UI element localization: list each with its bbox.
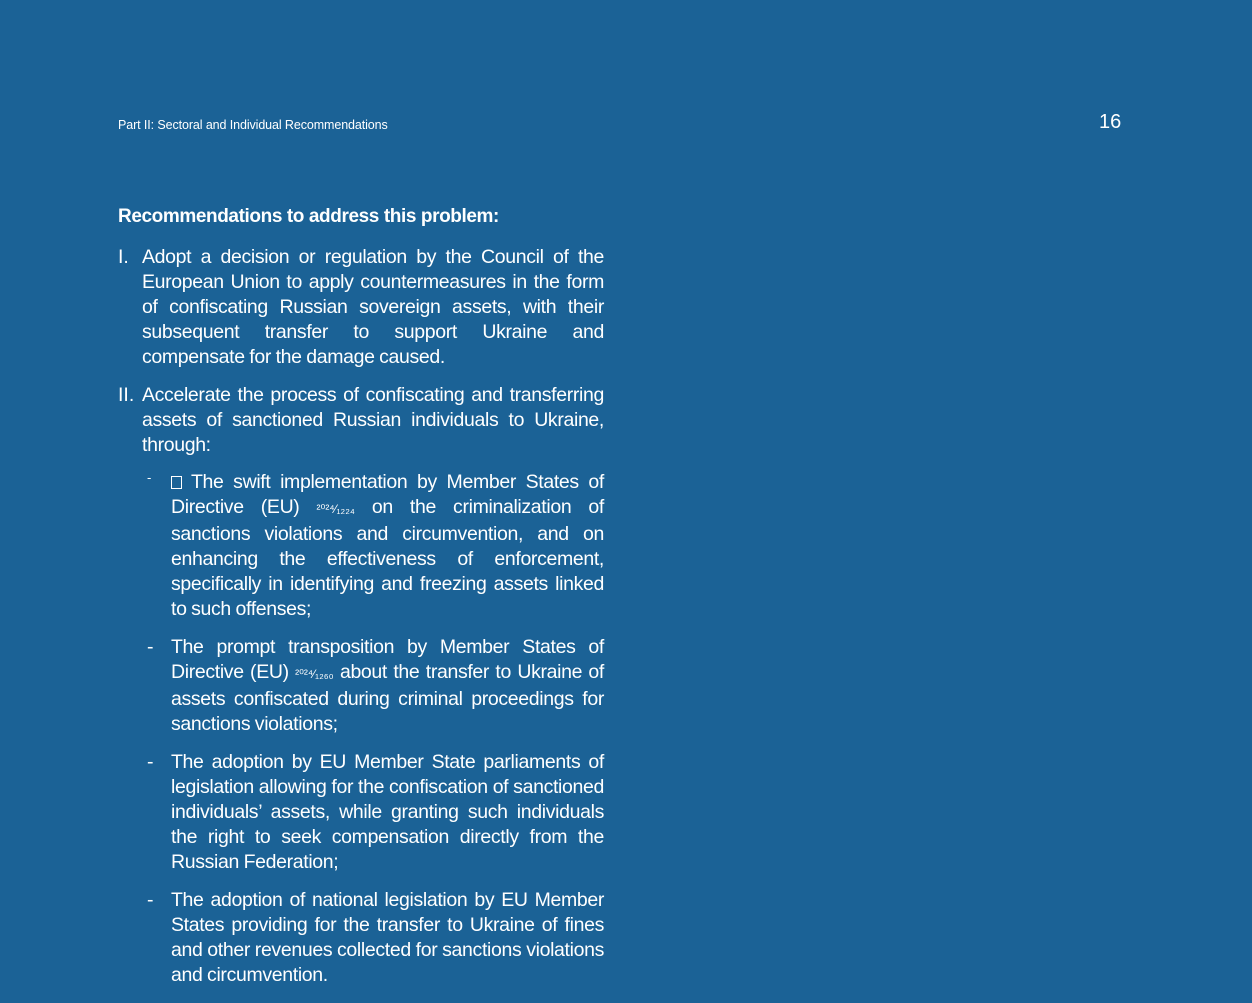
item-text: Accelerate the process of confiscating and transferring assets of sanctioned Russian individuals to Ukraine, through: <box>142 384 604 456</box>
missing-glyph-icon <box>171 476 182 489</box>
sub-item-text-part: The prompt transposition by Member States of Directive (EU) <box>171 636 604 683</box>
sub-item <box>147 750 608 875</box>
sub-item-list <box>147 470 608 988</box>
running-header: Part II: Sectoral and Individual Recommendations <box>118 118 388 132</box>
section-heading: Recommendations to address this problem: <box>118 206 499 227</box>
sub-item-text-part: The swift implementation by Member States of Directive (EU) <box>171 471 604 518</box>
item-number: I. <box>118 246 129 268</box>
directive-number: ²⁰²⁴⁄₁₂₂₄ <box>316 502 355 516</box>
sub-item-text <box>171 635 604 737</box>
sub-item-text <box>171 470 604 622</box>
directive-number: ²⁰²⁴⁄₁₂₆₀ <box>295 667 334 681</box>
dash-marker: - <box>147 470 152 485</box>
sub-item-text-part: on the criminalization of sanctions violations and circumvention, and on enhancing the effectiveness of enforcement, specifically in identifying and freezing assets linked to such offenses; <box>171 496 604 620</box>
sub-item <box>147 470 608 622</box>
recommendation-item-2 <box>118 383 608 458</box>
page-number: 16 <box>1099 111 1122 133</box>
dash-marker: - <box>147 889 154 911</box>
sub-item-text: The adoption of national legislation by EU Member States providing for the transfer to Ukraine of fines and other revenues collected for sanctions violations and circumvention. <box>171 889 604 986</box>
recommendations-section <box>118 204 608 1001</box>
dash-marker: - <box>147 636 154 658</box>
sub-item <box>147 635 608 737</box>
item-number: II. <box>118 384 135 406</box>
dash-marker: - <box>147 751 154 773</box>
sub-item-text-part: about the transfer to Ukraine of assets confiscated during criminal proceedings for sanctions violations; <box>171 661 604 735</box>
sub-item-text: The adoption by EU Member State parliaments of legislation allowing for the confiscation of sanctioned individuals’ assets, while granting such individuals the right to seek compensation directly from the Russian Federation; <box>171 751 604 873</box>
item-text: Adopt a decision or regulation by the Council of the European Union to apply countermeasures in the form of confiscating Russian sovereign assets, with their subsequent transfer to support Ukraine and compensate for the damage caused. <box>142 246 604 368</box>
sub-item <box>147 888 608 988</box>
recommendation-item-1 <box>118 245 608 370</box>
